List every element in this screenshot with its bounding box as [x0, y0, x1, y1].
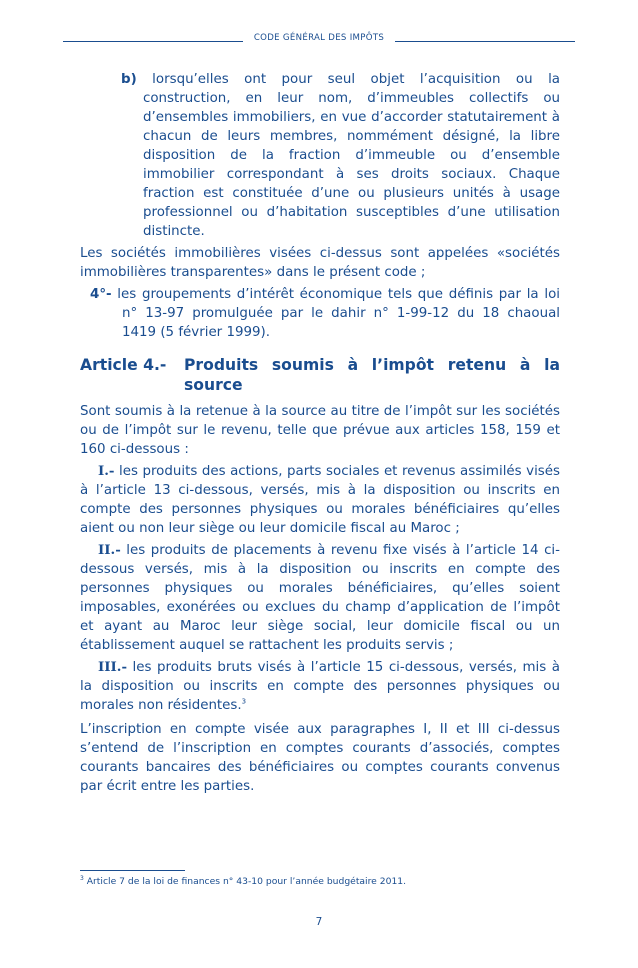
item-b-text: lorsqu’elles ont pour seul objet l’acquisition ou la construction, en leur nom, d’immeubles collectifs ou d’ensembles immobiliers, en vue d’accorder statutairement à chacun de leurs membres, nommément désigné, la libre disposition de la fraction d’immeuble ou d’ensemble immobilier correspondant à ses droits sociaux. Chaque fraction est constituée d’une ou plusieurs unités à usage professionnel ou d’habitation susceptibles d’une utilisation distincte. [136, 72, 560, 239]
item-b [80, 70, 560, 241]
footnote-reference[interactable]: 3 [241, 697, 247, 706]
paragraph-i [80, 462, 560, 538]
page-number: 7 [315, 916, 323, 928]
footnote [80, 876, 406, 887]
footnote-number: 3 [80, 874, 84, 882]
article-heading [80, 355, 560, 395]
page-header [63, 30, 575, 50]
body-content [80, 70, 560, 796]
item-4-label: 4°- [90, 287, 112, 302]
transparent-companies-paragraph: Les sociétés immobilières visées ci-dessus sont appelées «sociétés immobilières transparentes» dans le présent code ; [80, 246, 560, 280]
article-title: Produits soumis à l’impôt retenu à la source [184, 356, 560, 394]
footnote-rule [80, 870, 185, 871]
item-b-label: b) [121, 72, 137, 87]
paragraph-i-label: I.- [98, 463, 115, 479]
item-4 [80, 285, 560, 342]
paragraph-ii [80, 541, 560, 655]
paragraph-ii-text: les produits de placements à revenu fixe visés à l’article 14 ci-dessous versés, mis à la disposition ou inscrits en compte des personnes physiques ou morales bénéficiaires, qu’elles soient imposables, exonérées ou exclues du champ d’application de l’impôt et ayant au Maroc leur siège social, leur domicile fiscal ou un établissement auquel se rattachent les produits servis ; [80, 543, 560, 653]
header-title: CODE GÉNÉRAL DES IMPÔTS [253, 33, 385, 43]
inscription-paragraph: L’inscription en compte visée aux paragraphes I, II et III ci-dessus s’entend de l’inscription en comptes courants d’associés, comptes courants bancaires des bénéficiaires ou comptes courants convenus par écrit entre les parties. [80, 722, 560, 794]
header-rule-right [395, 41, 575, 42]
item-4-text: les groupements d’intérêt économique tels que définis par la loi n° 13-97 promulguée par le dahir n° 1-99-12 du 18 chaoual 1419 (5 février 1999). [111, 287, 560, 340]
paragraph-i-text: les produits des actions, parts sociales et revenus assimilés visés à l’article 13 ci-dessous, versés, mis à la disposition ou inscrits en compte des personnes physiques ou morales bénéficiaires qu’elles aient ou non leur siège ou leur domicile fiscal au Maroc ; [80, 464, 560, 536]
paragraph-iii [80, 658, 560, 715]
paragraph-iii-label: III.- [98, 659, 128, 675]
paragraph-iii-text: les produits bruts visés à l’article 15 ci-dessous, versés, mis à la disposition ou inscrits en compte des personnes physiques ou morales non résidentes. [80, 660, 560, 713]
article-intro: Sont soumis à la retenue à la source au titre de l’impôt sur les sociétés ou de l’impôt sur le revenu, telle que prévue aux articles 158, 159 et 160 ci-dessous : [80, 404, 560, 457]
article-number: Article 4.- [80, 356, 167, 374]
paragraph-ii-label: II.- [98, 542, 121, 558]
footnote-text: Article 7 de la loi de finances n° 43-10 pour l’année budgétaire 2011. [83, 876, 407, 887]
